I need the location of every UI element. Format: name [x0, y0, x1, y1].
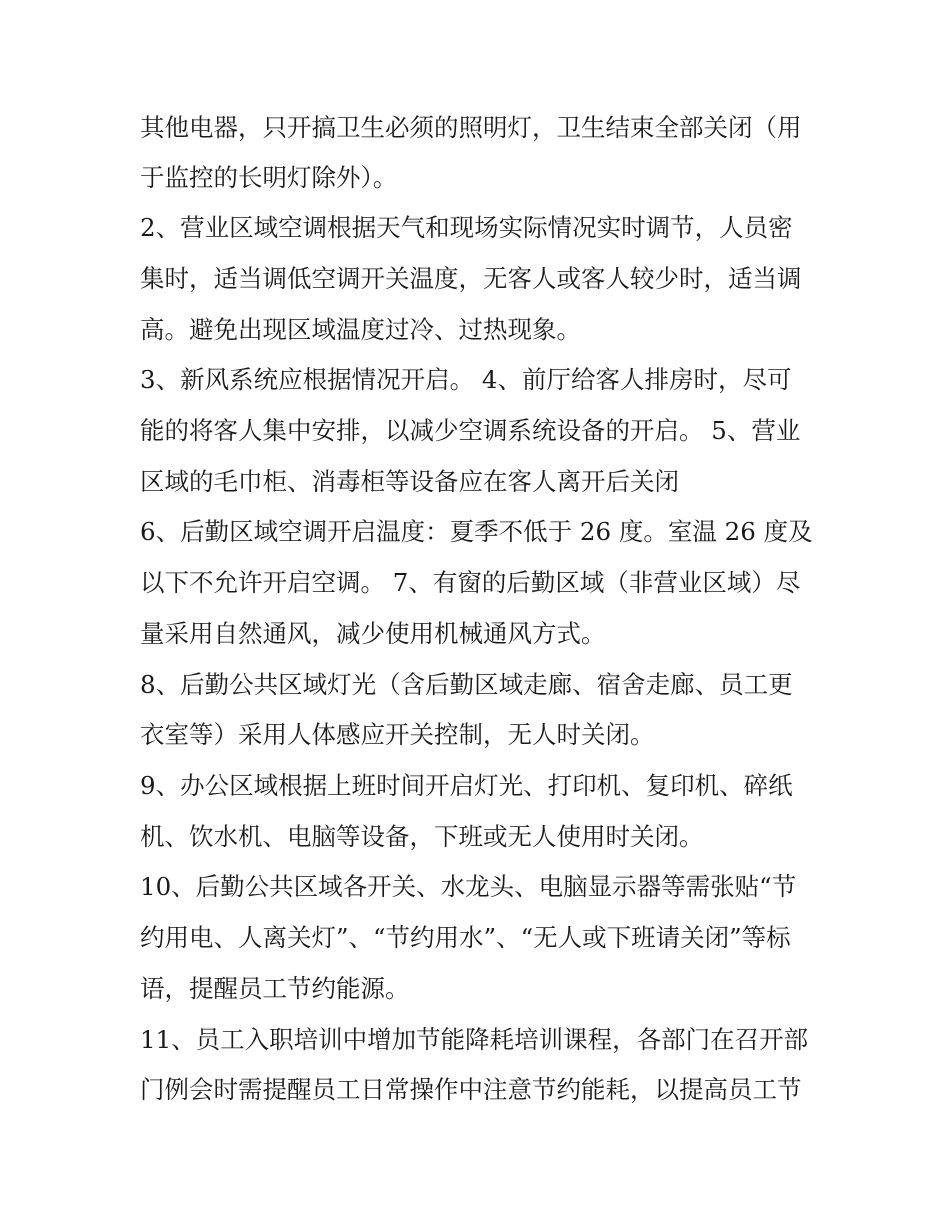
text-line: 8、后勤公共区域灯光（含后勤区域走廊、宿舍走廊、员工更 — [140, 670, 793, 699]
text-line: 2、营业区域空调根据天气和现场实际情况实时调节，人员密 — [140, 213, 793, 242]
text-line: 能的将客人集中安排，以减少空调系统设备的开启。 5、营业 — [140, 416, 801, 445]
text-line: 10、后勤公共区域各开关、水龙头、电脑显示器等需张贴“节 — [140, 872, 797, 901]
text-line: 以下不允许开启空调。 7、有窗的后勤区域（非营业区域）尽 — [140, 568, 801, 597]
text-line: 6、后勤区域空调开启温度：夏季不低于 26 度。室温 26 度及 — [140, 517, 813, 546]
text-line: 3、新风系统应根据情况开启。 4、前厅给客人排房时，尽可 — [140, 365, 792, 394]
text-line: 语，提醒员工节约能源。 — [140, 974, 410, 1003]
text-line: 于监控的长明灯除外）。 — [140, 163, 398, 192]
text-line: 区域的毛巾柜、消毒柜等设备应在客人离开后关闭 — [140, 467, 679, 496]
text-line: 高。避免出现区域温度过冷、过热现象。 — [140, 315, 581, 344]
text-line: 门例会时需提醒员工日常操作中注意节约能耗，以提高员工节 — [140, 1075, 802, 1104]
text-line: 其他电器，只开搞卫生必须的照明灯，卫生结束全部关闭（用 — [140, 113, 802, 142]
text-line: 约用电、人离关灯”、“节约用水”、“无人或下班请关闭”等标 — [140, 923, 791, 952]
text-line: 11、员工入职培训中增加节能降耗培训课程，各部门在召开部 — [140, 1025, 809, 1054]
text-line: 机、饮水机、电脑等设备，下班或无人使用时关闭。 — [140, 822, 704, 851]
text-line: 9、办公区域根据上班时间开启灯光、打印机、复印机、碎纸 — [140, 771, 793, 800]
text-line: 衣室等）采用人体感应开关控制，无人时关闭。 — [140, 720, 655, 749]
text-line: 量采用自然通风，减少使用机械通风方式。 — [140, 619, 606, 648]
text-line: 集时，适当调低空调开关温度，无客人或客人较少时，适当调 — [140, 264, 802, 293]
